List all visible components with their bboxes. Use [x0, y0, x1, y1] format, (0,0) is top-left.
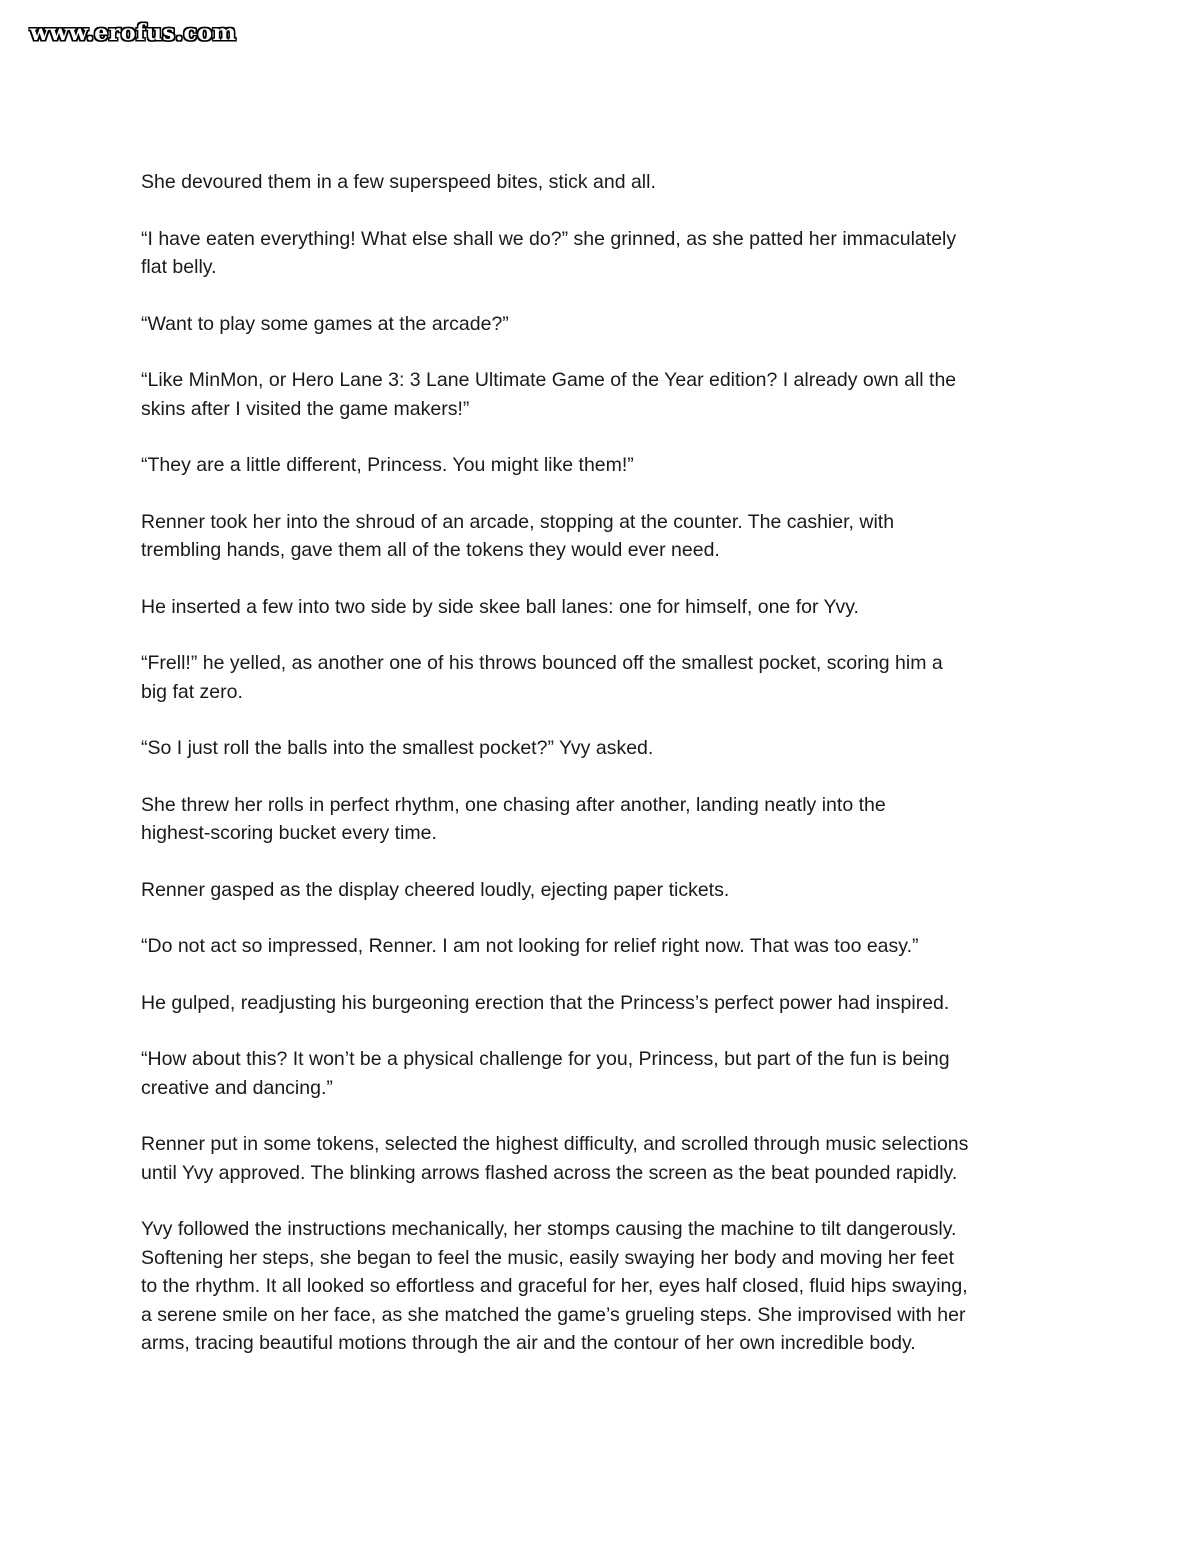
- paragraph: He gulped, readjusting his burgeoning erection that the Princess’s perfect power had inspired.: [141, 991, 950, 1014]
- paragraph: Renner took her into the shroud of an arcade, stopping at the counter. The cashier, with trembling hands, gave them all of the tokens they would ever need.: [141, 510, 895, 561]
- paragraph: “They are a little different, Princess. You might like them!”: [141, 454, 634, 476]
- paragraph: Renner gasped as the display cheered loudly, ejecting paper tickets.: [141, 878, 730, 901]
- paragraph: “Want to play some games at the arcade?”: [141, 312, 509, 335]
- watermark-logo: www.erofus.com: [30, 20, 237, 46]
- paragraph: She devoured them in a few superspeed bites, stick and all.: [141, 171, 656, 193]
- document-page: [141, 168, 1071, 1386]
- paragraph: “So I just roll the balls into the smallest pocket?” Yvy asked.: [141, 737, 654, 759]
- paragraph: Renner put in some tokens, selected the highest difficulty, and scrolled through music selections until Yvy approved. The blinking arrows flashed across the screen as the beat pounded rapidly.: [141, 1133, 969, 1184]
- paragraph: “Frell!” he yelled, as another one of his throws bounced off the smallest pocket, scoring him a big fat zero.: [141, 652, 943, 703]
- paragraph: “Like MinMon, or Hero Lane 3: 3 Lane Ultimate Game of the Year edition? I already own all the skins after I visited the game makers!”: [141, 369, 957, 420]
- paragraph: “Do not act so impressed, Renner. I am not looking for relief right now. That was too easy.”: [141, 935, 919, 957]
- paragraph: “I have eaten everything! What else shall we do?” she grinned, as she patted her immaculately flat belly.: [141, 227, 957, 278]
- paragraph: Yvy followed the instructions mechanically, her stomps causing the machine to tilt dangerously. Softening her steps, she began to feel the music, easily swaying her body and moving her feet to the rhythm. It all looked so effortless and graceful for her, eyes half closed, fluid hips swaying, a serene smile on her face, as she matched the game’s grueling steps. She improvised with her arms, tracing beautiful motions through the air and the contour of her own incredible body.: [141, 1218, 968, 1354]
- paragraph: “How about this? It won’t be a physical challenge for you, Princess, but part of the fun is being creative and dancing.”: [141, 1048, 950, 1099]
- paragraph: He inserted a few into two side by side skee ball lanes: one for himself, one for Yvy.: [141, 595, 859, 618]
- paragraph: She threw her rolls in perfect rhythm, one chasing after another, landing neatly into the highest-scoring bucket every time.: [141, 793, 886, 844]
